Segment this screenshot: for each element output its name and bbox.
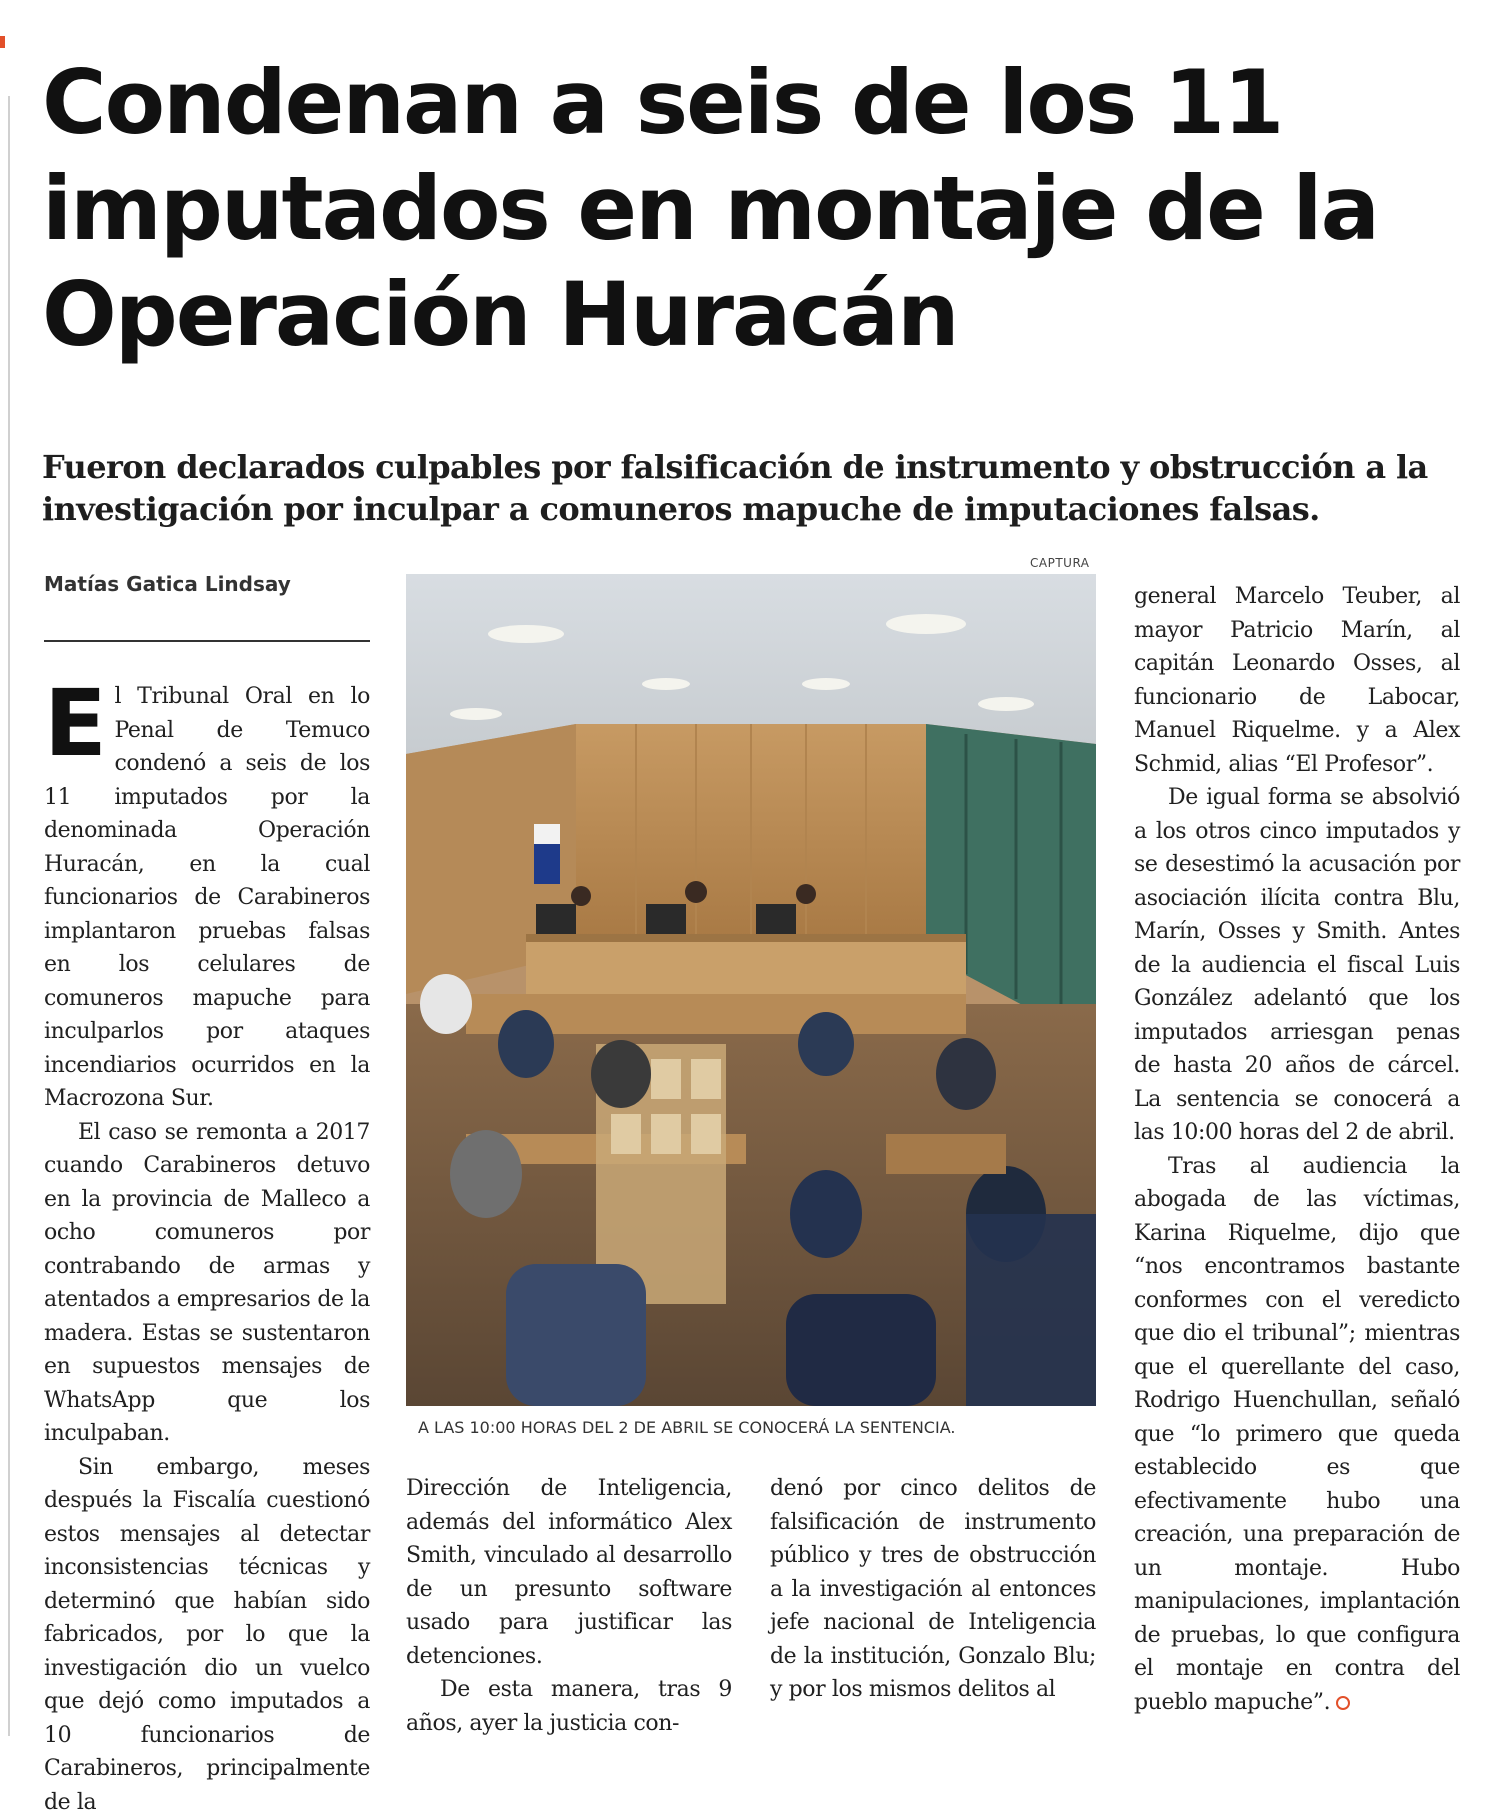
paragraph-5: De igual forma se absolvió a los otros cinco imputados y se desestimó la acusación por asociación ilícita contra Blu, Marín, Osses y Smith. Antes de la audiencia el fiscal Luis González adelantó que los imputados arriesgan penas de hasta 20 años de cárcel. La sentencia se conocerá a las 10:00 horas del 2 de abril.: [1134, 781, 1460, 1150]
paragraph-2: El caso se remonta a 2017 cuando Carabineros detuvo en la provincia de Malleco a ocho comuneros por contrabando de armas y atentados a empresarios de la madera. Estas se sustentaron en supuestos mensajes de WhatsApp que los inculpaban.: [44, 1116, 370, 1451]
paragraph-1: [44, 680, 370, 1116]
byline: Matías Gatica Lindsay: [44, 572, 291, 596]
byline-rule: [44, 640, 370, 642]
column-4: [1134, 580, 1460, 1719]
paragraph-1-text: l Tribunal Oral en lo Penal de Temuco condenó a seis de los 11 imputados por la denominada Operación Huracán, en la cual funcionarios de Carabineros implantaron pruebas falsas en los celulares de comuneros mapuche para inculparlos por ataques incendiarios ocurridos en la Macrozona Sur.: [44, 684, 370, 1111]
courtroom-illustration: [406, 574, 1096, 1406]
paragraph-4: De esta manera, tras 9 años, ayer la justicia con-: [406, 1673, 732, 1740]
paragraph-4-final: general Marcelo Teuber, al mayor Patricio Marín, al capitán Leonardo Osses, al funcionario de Labocar, Manuel Riquelme. y a Alex Schmid, alias “El Profesor”.: [1134, 580, 1460, 781]
column-3: [770, 1472, 1096, 1707]
accent-bar: [0, 36, 5, 48]
column-1: [44, 680, 370, 1819]
paragraph-3: Sin embargo, meses después la Fiscalía cuestionó estos mensajes al detectar inconsistencias técnicas y determinó que habían sido fabricados, por lo que la investigación dio un vuelco que dejó como imputados a 10 funcionarios de Carabineros, principalmente de la: [44, 1451, 370, 1819]
subheadline: Fueron declarados culpables por falsificación de instrumento y obstrucción a la investigación por inculpar a comuneros mapuche de imputaciones falsas.: [42, 446, 1462, 530]
paragraph-6: [1134, 1150, 1460, 1720]
paragraph-6-text: Tras al audiencia la abogada de las víctimas, Karina Riquelme, dijo que “nos encontramos bastante conformes con el veredicto que dio el tribunal”; mientras que el querellante del caso, Rodrigo Huenchullan, señaló que “lo primero que queda establecido es que efectivamente hubo una creación, una preparación de un montaje. Hubo manipulaciones, implantación de pruebas, lo que configura el montaje en contra del pueblo mapuche”.: [1134, 1154, 1460, 1715]
dropcap: E: [44, 684, 106, 764]
paragraph-3-continued: Dirección de Inteligencia, además del informático Alex Smith, vinculado al desarrollo de un presunto software usado para justificar las detenciones.: [406, 1472, 732, 1673]
paragraph-4-continued: denó por cinco delitos de falsificación de instrumento público y tres de obstrucción a la investigación al entonces jefe nacional de Inteligencia de la institución, Gonzalo Blu; y por los mismos delitos al: [770, 1472, 1096, 1707]
courtroom-photo: [406, 574, 1096, 1406]
photo-credit: CAPTURA: [1030, 556, 1090, 570]
column-2: [406, 1472, 732, 1740]
left-column-rule: [8, 96, 10, 1736]
photo-caption: A LAS 10:00 HORAS DEL 2 DE ABRIL SE CONOCERÁ LA SENTENCIA.: [418, 1418, 955, 1437]
headline: Condenan a seis de los 11 imputados en montaje de la Operación Huracán: [42, 50, 1462, 368]
end-of-article-icon: [1336, 1696, 1350, 1710]
